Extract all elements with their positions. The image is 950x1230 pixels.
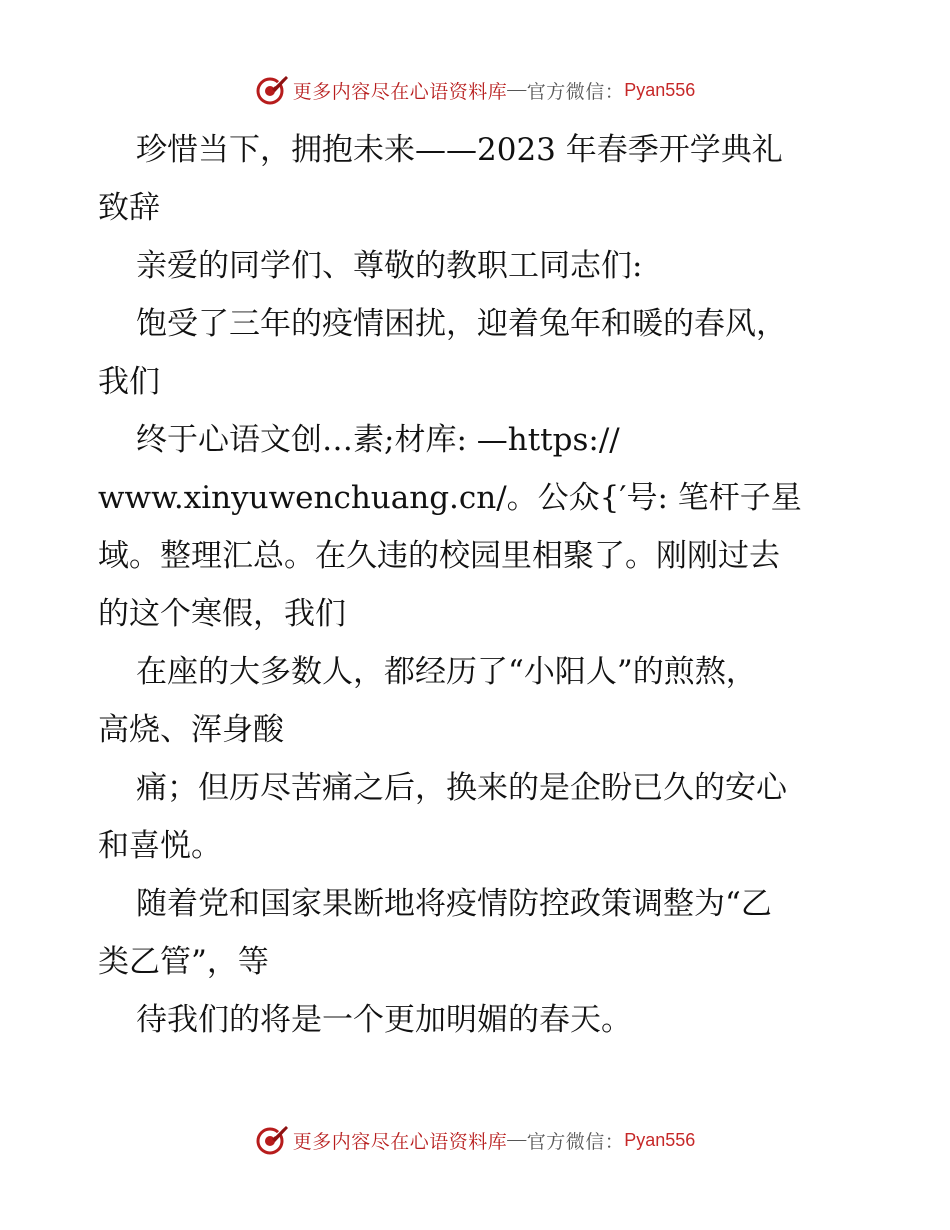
text-line: 待我们的将是一个更加明媚的春天。	[136, 1002, 632, 1038]
text-line: 饱受了三年的疫情困扰，迎着兔年和暖的春风，	[136, 306, 787, 342]
pen-logo-icon	[255, 1123, 289, 1157]
watermark-handle: Pyan556	[624, 79, 696, 100]
header-watermark	[0, 70, 950, 110]
text-line: 随着党和国家果断地将疫情防控政策调整为“乙	[136, 886, 772, 922]
watermark-dash: —	[507, 1129, 527, 1150]
watermark-main-text: 更多内容尽在心语资料库	[292, 81, 508, 103]
text-line: 我们	[98, 364, 160, 400]
watermark-main-text: 更多内容尽在心语资料库	[292, 1131, 508, 1153]
pen-logo-icon	[255, 73, 289, 107]
text-line: 痛；但历尽苦痛之后，换来的是企盼已久的安心	[136, 770, 787, 806]
watermark-handle: Pyan556	[624, 1129, 696, 1150]
text-line: 的这个寒假，我们	[98, 596, 346, 632]
text-line: 亲爱的同学们、尊敬的教职工同志们:	[136, 248, 643, 284]
text-line: 和喜悦。	[98, 828, 222, 864]
text-line: 类乙管”，等	[98, 944, 269, 980]
watermark-dash: —	[507, 79, 527, 100]
text-line: www.xinyuwenchuang.cn/。公众{′号: 笔杆子星	[98, 480, 802, 516]
text-line: 终于心语文创…素;材库: —https://	[136, 422, 620, 458]
text-line: 致辞	[98, 190, 160, 226]
watermark-sub-text: 官方微信：	[526, 1131, 625, 1153]
document-body	[98, 125, 858, 1053]
text-line: 域。整理汇总。在久违的校园里相聚了。刚刚过去	[98, 538, 780, 574]
text-line: 在座的大多数人，都经历了“小阳人”的煎熬，	[136, 654, 757, 690]
text-line: 珍惜当下，拥抱未来——2023 年春季开学典礼	[136, 132, 783, 168]
watermark-sub-text: 官方微信：	[526, 81, 625, 103]
text-line: 高烧、浑身酸	[98, 712, 284, 748]
footer-watermark	[0, 1120, 950, 1160]
